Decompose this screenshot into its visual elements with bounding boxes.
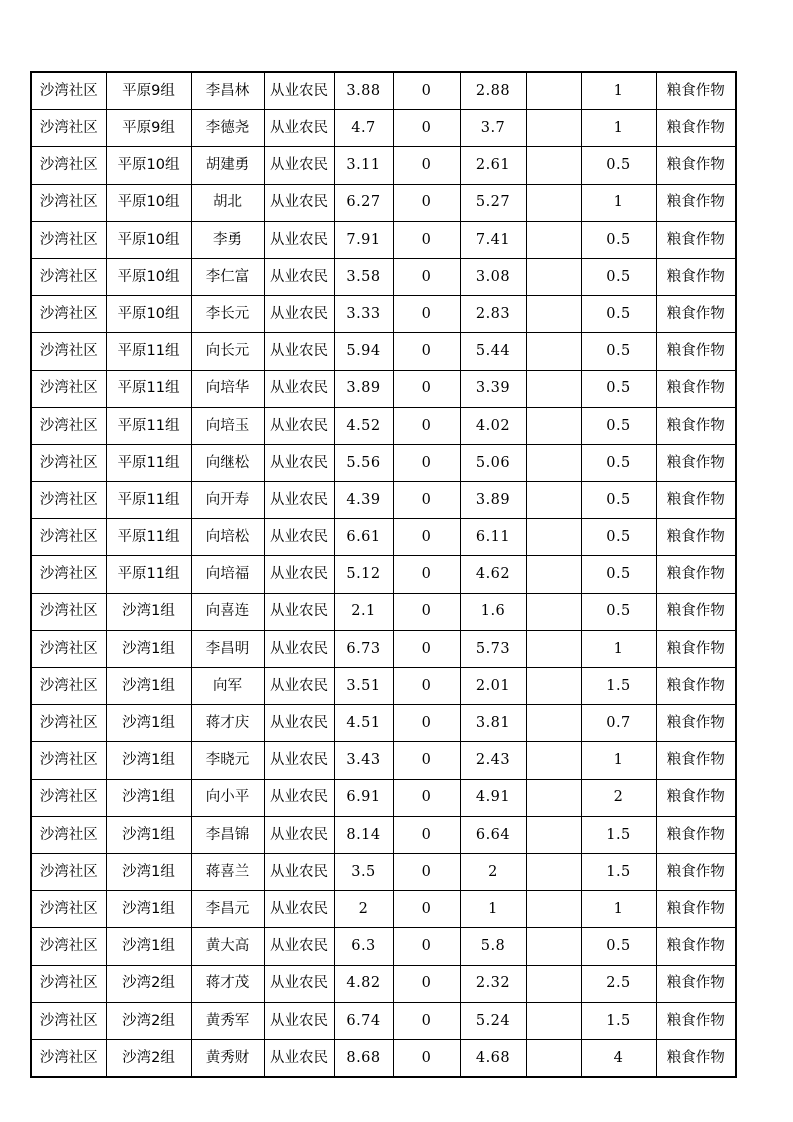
deduction-cell: 0: [393, 742, 460, 779]
blank-cell: [526, 221, 581, 258]
area-two-cell: 1: [581, 742, 656, 779]
deduction-cell: 0: [393, 184, 460, 221]
deduction-cell: 0: [393, 965, 460, 1002]
area-one-cell: 5.44: [460, 333, 526, 370]
crop-type-cell: 粮食作物: [656, 705, 736, 742]
community-cell: 沙湾社区: [31, 519, 106, 556]
crop-type-cell: 粮食作物: [656, 333, 736, 370]
deduction-cell: 0: [393, 258, 460, 295]
status-cell: 从业农民: [264, 221, 334, 258]
deduction-cell: 0: [393, 482, 460, 519]
name-cell: 向开寿: [191, 482, 264, 519]
name-cell: 向长元: [191, 333, 264, 370]
total-area-cell: 3.88: [334, 72, 393, 110]
table-row: [31, 370, 736, 407]
area-one-cell: 2: [460, 853, 526, 890]
area-two-cell: 0.5: [581, 221, 656, 258]
name-cell: 李昌明: [191, 630, 264, 667]
crop-type-cell: 粮食作物: [656, 593, 736, 630]
total-area-cell: 8.14: [334, 816, 393, 853]
blank-cell: [526, 928, 581, 965]
table-row: [31, 444, 736, 481]
deduction-cell: 0: [393, 72, 460, 110]
status-cell: 从业农民: [264, 1039, 334, 1077]
area-two-cell: 1: [581, 72, 656, 110]
blank-cell: [526, 630, 581, 667]
deduction-cell: 0: [393, 147, 460, 184]
status-cell: 从业农民: [264, 816, 334, 853]
blank-cell: [526, 407, 581, 444]
community-cell: 沙湾社区: [31, 147, 106, 184]
crop-type-cell: 粮食作物: [656, 147, 736, 184]
community-cell: 沙湾社区: [31, 668, 106, 705]
area-two-cell: 1.5: [581, 853, 656, 890]
community-cell: 沙湾社区: [31, 593, 106, 630]
table-row: [31, 407, 736, 444]
total-area-cell: 3.43: [334, 742, 393, 779]
total-area-cell: 8.68: [334, 1039, 393, 1077]
area-one-cell: 5.24: [460, 1002, 526, 1039]
crop-type-cell: 粮食作物: [656, 556, 736, 593]
name-cell: 蒋喜兰: [191, 853, 264, 890]
group-cell: 沙湾1组: [106, 816, 191, 853]
area-one-cell: 6.11: [460, 519, 526, 556]
status-cell: 从业农民: [264, 258, 334, 295]
area-one-cell: 4.91: [460, 779, 526, 816]
status-cell: 从业农民: [264, 444, 334, 481]
area-two-cell: 1: [581, 110, 656, 147]
name-cell: 李昌锦: [191, 816, 264, 853]
total-area-cell: 3.33: [334, 296, 393, 333]
area-one-cell: 2.43: [460, 742, 526, 779]
group-cell: 平原9组: [106, 110, 191, 147]
area-one-cell: 4.68: [460, 1039, 526, 1077]
deduction-cell: 0: [393, 444, 460, 481]
total-area-cell: 5.94: [334, 333, 393, 370]
crop-type-cell: 粮食作物: [656, 1039, 736, 1077]
community-cell: 沙湾社区: [31, 705, 106, 742]
status-cell: 从业农民: [264, 668, 334, 705]
name-cell: 黄秀财: [191, 1039, 264, 1077]
name-cell: 向喜连: [191, 593, 264, 630]
blank-cell: [526, 779, 581, 816]
status-cell: 从业农民: [264, 1002, 334, 1039]
table-row: [31, 221, 736, 258]
name-cell: 李仁富: [191, 258, 264, 295]
crop-type-cell: 粮食作物: [656, 630, 736, 667]
community-cell: 沙湾社区: [31, 816, 106, 853]
community-cell: 沙湾社区: [31, 630, 106, 667]
deduction-cell: 0: [393, 407, 460, 444]
deduction-cell: 0: [393, 519, 460, 556]
name-cell: 李晓元: [191, 742, 264, 779]
status-cell: 从业农民: [264, 147, 334, 184]
table-row: [31, 891, 736, 928]
table-row: [31, 630, 736, 667]
area-two-cell: 4: [581, 1039, 656, 1077]
blank-cell: [526, 370, 581, 407]
total-area-cell: 3.51: [334, 668, 393, 705]
name-cell: 向培福: [191, 556, 264, 593]
crop-type-cell: 粮食作物: [656, 668, 736, 705]
group-cell: 沙湾1组: [106, 668, 191, 705]
name-cell: 蒋才庆: [191, 705, 264, 742]
name-cell: 向培华: [191, 370, 264, 407]
crop-type-cell: 粮食作物: [656, 258, 736, 295]
table-row: [31, 258, 736, 295]
blank-cell: [526, 556, 581, 593]
area-one-cell: 5.06: [460, 444, 526, 481]
group-cell: 沙湾1组: [106, 705, 191, 742]
deduction-cell: 0: [393, 891, 460, 928]
area-two-cell: 1: [581, 891, 656, 928]
group-cell: 沙湾1组: [106, 779, 191, 816]
table-row: [31, 928, 736, 965]
crop-type-cell: 粮食作物: [656, 928, 736, 965]
area-two-cell: 1: [581, 184, 656, 221]
status-cell: 从业农民: [264, 370, 334, 407]
group-cell: 平原10组: [106, 296, 191, 333]
total-area-cell: 3.11: [334, 147, 393, 184]
status-cell: 从业农民: [264, 184, 334, 221]
area-one-cell: 4.62: [460, 556, 526, 593]
area-two-cell: 0.5: [581, 444, 656, 481]
area-one-cell: 5.27: [460, 184, 526, 221]
area-two-cell: 0.5: [581, 258, 656, 295]
crop-type-cell: 粮食作物: [656, 1002, 736, 1039]
name-cell: 向军: [191, 668, 264, 705]
community-cell: 沙湾社区: [31, 221, 106, 258]
blank-cell: [526, 333, 581, 370]
table-row: [31, 779, 736, 816]
deduction-cell: 0: [393, 370, 460, 407]
blank-cell: [526, 965, 581, 1002]
crop-type-cell: 粮食作物: [656, 184, 736, 221]
group-cell: 平原10组: [106, 258, 191, 295]
total-area-cell: 6.27: [334, 184, 393, 221]
area-two-cell: 1.5: [581, 668, 656, 705]
deduction-cell: 0: [393, 928, 460, 965]
total-area-cell: 4.51: [334, 705, 393, 742]
group-cell: 沙湾1组: [106, 630, 191, 667]
blank-cell: [526, 705, 581, 742]
blank-cell: [526, 668, 581, 705]
community-cell: 沙湾社区: [31, 110, 106, 147]
total-area-cell: 4.7: [334, 110, 393, 147]
group-cell: 平原11组: [106, 482, 191, 519]
blank-cell: [526, 147, 581, 184]
blank-cell: [526, 184, 581, 221]
deduction-cell: 0: [393, 593, 460, 630]
status-cell: 从业农民: [264, 779, 334, 816]
community-cell: 沙湾社区: [31, 333, 106, 370]
total-area-cell: 6.91: [334, 779, 393, 816]
area-one-cell: 2.61: [460, 147, 526, 184]
blank-cell: [526, 891, 581, 928]
group-cell: 沙湾2组: [106, 1039, 191, 1077]
area-one-cell: 5.8: [460, 928, 526, 965]
area-one-cell: 3.08: [460, 258, 526, 295]
deduction-cell: 0: [393, 705, 460, 742]
status-cell: 从业农民: [264, 296, 334, 333]
table-row: [31, 965, 736, 1002]
deduction-cell: 0: [393, 816, 460, 853]
community-cell: 沙湾社区: [31, 184, 106, 221]
crop-type-cell: 粮食作物: [656, 519, 736, 556]
status-cell: 从业农民: [264, 482, 334, 519]
area-one-cell: 4.02: [460, 407, 526, 444]
table-row: [31, 1039, 736, 1077]
name-cell: 李德尧: [191, 110, 264, 147]
area-one-cell: 3.89: [460, 482, 526, 519]
area-two-cell: 0.5: [581, 296, 656, 333]
community-cell: 沙湾社区: [31, 407, 106, 444]
area-two-cell: 0.5: [581, 482, 656, 519]
area-one-cell: 2.01: [460, 668, 526, 705]
table-row: [31, 742, 736, 779]
area-one-cell: 6.64: [460, 816, 526, 853]
name-cell: 蒋才茂: [191, 965, 264, 1002]
group-cell: 平原11组: [106, 407, 191, 444]
deduction-cell: 0: [393, 630, 460, 667]
total-area-cell: 3.58: [334, 258, 393, 295]
blank-cell: [526, 72, 581, 110]
deduction-cell: 0: [393, 1002, 460, 1039]
total-area-cell: 6.61: [334, 519, 393, 556]
status-cell: 从业农民: [264, 407, 334, 444]
group-cell: 平原11组: [106, 333, 191, 370]
community-cell: 沙湾社区: [31, 72, 106, 110]
area-two-cell: 1.5: [581, 1002, 656, 1039]
area-one-cell: 2.88: [460, 72, 526, 110]
crop-type-cell: 粮食作物: [656, 110, 736, 147]
status-cell: 从业农民: [264, 928, 334, 965]
group-cell: 平原11组: [106, 556, 191, 593]
table-row: [31, 333, 736, 370]
area-two-cell: 1.5: [581, 816, 656, 853]
table-row: [31, 147, 736, 184]
blank-cell: [526, 444, 581, 481]
community-cell: 沙湾社区: [31, 928, 106, 965]
table-row: [31, 519, 736, 556]
table-row: [31, 816, 736, 853]
group-cell: 平原10组: [106, 147, 191, 184]
total-area-cell: 2.1: [334, 593, 393, 630]
deduction-cell: 0: [393, 853, 460, 890]
total-area-cell: 2: [334, 891, 393, 928]
name-cell: 李勇: [191, 221, 264, 258]
area-one-cell: 2.32: [460, 965, 526, 1002]
total-area-cell: 6.74: [334, 1002, 393, 1039]
blank-cell: [526, 853, 581, 890]
table-row: [31, 110, 736, 147]
table-row: [31, 72, 736, 110]
area-two-cell: 0.7: [581, 705, 656, 742]
table-row: [31, 853, 736, 890]
status-cell: 从业农民: [264, 593, 334, 630]
area-one-cell: 5.73: [460, 630, 526, 667]
crop-type-cell: 粮食作物: [656, 779, 736, 816]
status-cell: 从业农民: [264, 72, 334, 110]
total-area-cell: 6.3: [334, 928, 393, 965]
table-row: [31, 705, 736, 742]
name-cell: 向培玉: [191, 407, 264, 444]
group-cell: 沙湾1组: [106, 891, 191, 928]
group-cell: 沙湾1组: [106, 853, 191, 890]
deduction-cell: 0: [393, 221, 460, 258]
group-cell: 平原11组: [106, 444, 191, 481]
total-area-cell: 4.52: [334, 407, 393, 444]
total-area-cell: 6.73: [334, 630, 393, 667]
crop-type-cell: 粮食作物: [656, 221, 736, 258]
group-cell: 平原10组: [106, 184, 191, 221]
status-cell: 从业农民: [264, 519, 334, 556]
deduction-cell: 0: [393, 556, 460, 593]
area-two-cell: 0.5: [581, 147, 656, 184]
group-cell: 沙湾2组: [106, 965, 191, 1002]
crop-type-cell: 粮食作物: [656, 72, 736, 110]
community-cell: 沙湾社区: [31, 742, 106, 779]
name-cell: 向继松: [191, 444, 264, 481]
area-two-cell: 0.5: [581, 370, 656, 407]
status-cell: 从业农民: [264, 110, 334, 147]
group-cell: 沙湾1组: [106, 593, 191, 630]
blank-cell: [526, 482, 581, 519]
community-cell: 沙湾社区: [31, 1039, 106, 1077]
total-area-cell: 4.82: [334, 965, 393, 1002]
blank-cell: [526, 816, 581, 853]
group-cell: 沙湾1组: [106, 928, 191, 965]
group-cell: 沙湾2组: [106, 1002, 191, 1039]
table-row: [31, 593, 736, 630]
community-cell: 沙湾社区: [31, 482, 106, 519]
name-cell: 黄秀军: [191, 1002, 264, 1039]
group-cell: 平原10组: [106, 221, 191, 258]
crop-type-cell: 粮食作物: [656, 742, 736, 779]
community-cell: 沙湾社区: [31, 370, 106, 407]
area-two-cell: 0.5: [581, 593, 656, 630]
area-two-cell: 1: [581, 630, 656, 667]
area-two-cell: 0.5: [581, 407, 656, 444]
name-cell: 向培松: [191, 519, 264, 556]
area-one-cell: 7.41: [460, 221, 526, 258]
status-cell: 从业农民: [264, 705, 334, 742]
group-cell: 平原11组: [106, 370, 191, 407]
name-cell: 李昌元: [191, 891, 264, 928]
table-row: [31, 1002, 736, 1039]
total-area-cell: 3.5: [334, 853, 393, 890]
table-row: [31, 556, 736, 593]
crop-type-cell: 粮食作物: [656, 444, 736, 481]
blank-cell: [526, 742, 581, 779]
crop-type-cell: 粮食作物: [656, 891, 736, 928]
blank-cell: [526, 1002, 581, 1039]
deduction-cell: 0: [393, 1039, 460, 1077]
status-cell: 从业农民: [264, 556, 334, 593]
area-one-cell: 1: [460, 891, 526, 928]
deduction-cell: 0: [393, 333, 460, 370]
group-cell: 平原9组: [106, 72, 191, 110]
status-cell: 从业农民: [264, 965, 334, 1002]
group-cell: 平原11组: [106, 519, 191, 556]
blank-cell: [526, 519, 581, 556]
community-cell: 沙湾社区: [31, 853, 106, 890]
area-two-cell: 2.5: [581, 965, 656, 1002]
total-area-cell: 5.12: [334, 556, 393, 593]
deduction-cell: 0: [393, 296, 460, 333]
blank-cell: [526, 110, 581, 147]
community-cell: 沙湾社区: [31, 296, 106, 333]
name-cell: 李昌林: [191, 72, 264, 110]
table-row: [31, 668, 736, 705]
area-one-cell: 3.39: [460, 370, 526, 407]
total-area-cell: 5.56: [334, 444, 393, 481]
community-cell: 沙湾社区: [31, 258, 106, 295]
crop-type-cell: 粮食作物: [656, 965, 736, 1002]
name-cell: 黄大高: [191, 928, 264, 965]
data-table: [30, 71, 737, 1078]
blank-cell: [526, 296, 581, 333]
crop-type-cell: 粮食作物: [656, 853, 736, 890]
community-cell: 沙湾社区: [31, 556, 106, 593]
crop-type-cell: 粮食作物: [656, 407, 736, 444]
table-row: [31, 296, 736, 333]
crop-type-cell: 粮食作物: [656, 296, 736, 333]
group-cell: 沙湾1组: [106, 742, 191, 779]
status-cell: 从业农民: [264, 742, 334, 779]
community-cell: 沙湾社区: [31, 779, 106, 816]
status-cell: 从业农民: [264, 853, 334, 890]
crop-type-cell: 粮食作物: [656, 816, 736, 853]
community-cell: 沙湾社区: [31, 1002, 106, 1039]
crop-type-cell: 粮食作物: [656, 370, 736, 407]
deduction-cell: 0: [393, 779, 460, 816]
area-one-cell: 3.7: [460, 110, 526, 147]
total-area-cell: 4.39: [334, 482, 393, 519]
blank-cell: [526, 258, 581, 295]
deduction-cell: 0: [393, 668, 460, 705]
table-row: [31, 184, 736, 221]
name-cell: 胡北: [191, 184, 264, 221]
table-row: [31, 482, 736, 519]
area-two-cell: 0.5: [581, 519, 656, 556]
name-cell: 向小平: [191, 779, 264, 816]
area-two-cell: 0.5: [581, 333, 656, 370]
table-body: [31, 72, 736, 1077]
deduction-cell: 0: [393, 110, 460, 147]
status-cell: 从业农民: [264, 891, 334, 928]
area-two-cell: 0.5: [581, 556, 656, 593]
crop-type-cell: 粮食作物: [656, 482, 736, 519]
status-cell: 从业农民: [264, 333, 334, 370]
community-cell: 沙湾社区: [31, 965, 106, 1002]
area-two-cell: 0.5: [581, 928, 656, 965]
name-cell: 胡建勇: [191, 147, 264, 184]
total-area-cell: 3.89: [334, 370, 393, 407]
area-one-cell: 1.6: [460, 593, 526, 630]
community-cell: 沙湾社区: [31, 891, 106, 928]
status-cell: 从业农民: [264, 630, 334, 667]
total-area-cell: 7.91: [334, 221, 393, 258]
community-cell: 沙湾社区: [31, 444, 106, 481]
area-one-cell: 3.81: [460, 705, 526, 742]
blank-cell: [526, 593, 581, 630]
blank-cell: [526, 1039, 581, 1077]
area-one-cell: 2.83: [460, 296, 526, 333]
area-two-cell: 2: [581, 779, 656, 816]
name-cell: 李长元: [191, 296, 264, 333]
